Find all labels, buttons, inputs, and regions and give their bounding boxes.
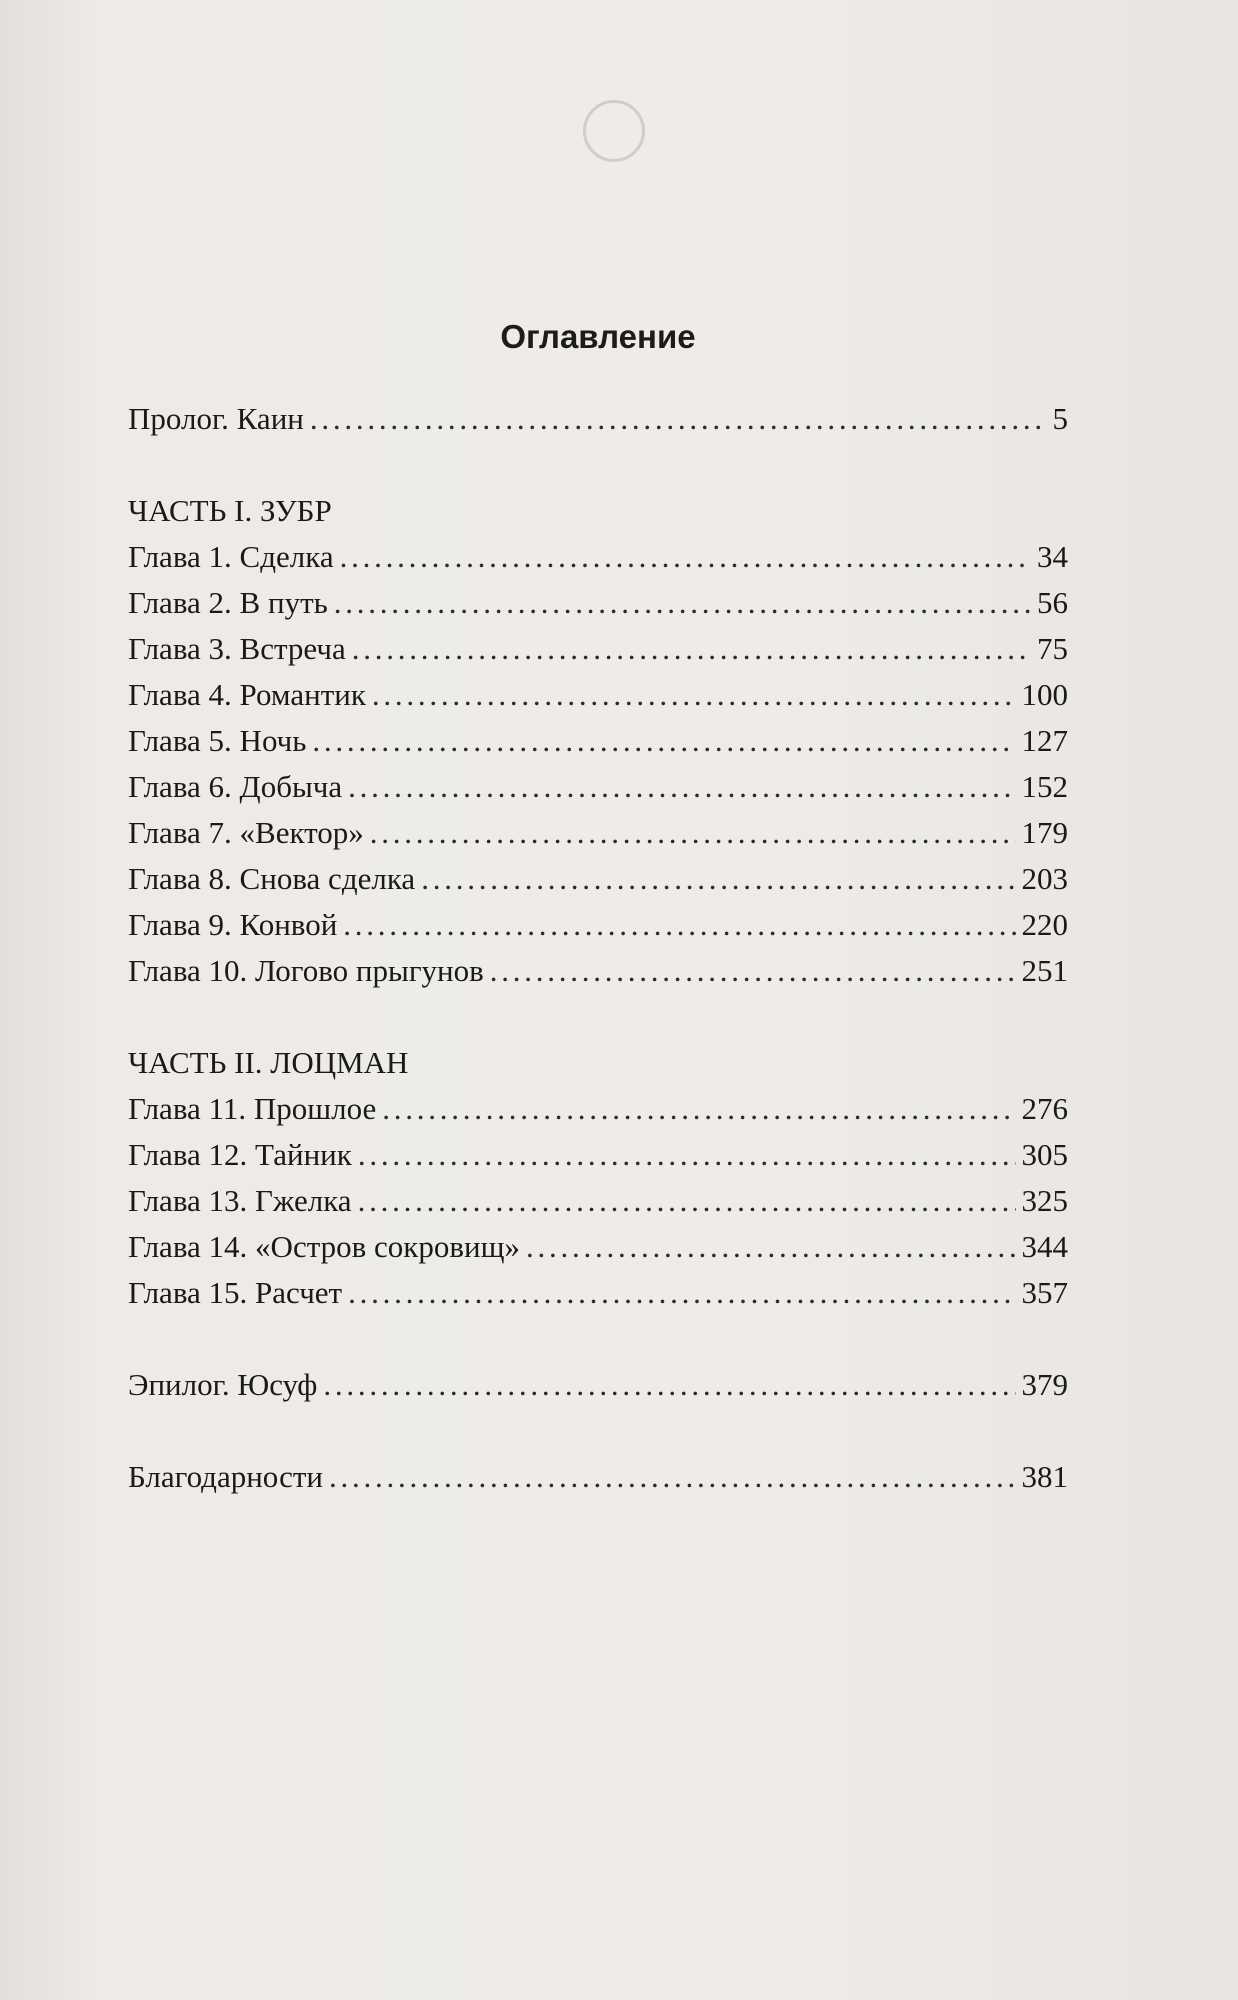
entry-label: Глава 2. В путь [128,585,328,620]
part-1-chapters [128,534,1068,994]
toc-entry[interactable] [128,672,1068,718]
entry-label: Глава 4. Романтик [128,677,366,712]
entry-page: 152 [1021,769,1068,804]
spacer [128,1408,1068,1454]
leader-dots [323,1362,1015,1408]
entry-page: 357 [1021,1275,1068,1310]
entry-page: 56 [1037,585,1068,620]
entry-label: Эпилог. Юсуф [128,1367,318,1402]
toc-entry[interactable] [128,810,1068,856]
entry-page: 325 [1021,1183,1068,1218]
toc-entry[interactable] [128,534,1068,580]
leader-dots [372,672,1016,718]
leader-dots [370,810,1016,856]
leader-dots [358,1178,1016,1224]
toc-title: Оглавление [500,318,696,355]
leader-dots [382,1086,1015,1132]
entry-page: 220 [1021,907,1068,942]
leader-dots [340,534,1031,580]
leader-dots [490,948,1016,994]
entry-page: 179 [1021,815,1068,850]
entry-label: Глава 1. Сделка [128,539,334,574]
entry-label: Глава 8. Снова сделка [128,861,416,896]
toc-entry[interactable] [128,1132,1068,1178]
toc-entry[interactable] [128,1178,1068,1224]
entry-page: 75 [1037,631,1068,666]
toc-entry[interactable] [128,948,1068,994]
part-2-chapters [128,1086,1068,1316]
part-title: ЧАСТЬ I. ЗУБР [128,493,332,528]
toc-entry[interactable] [128,718,1068,764]
entry-label: Глава 3. Встреча [128,631,346,666]
leader-dots [310,396,1047,442]
toc-entry[interactable] [128,856,1068,902]
entry-label: Глава 12. Тайник [128,1137,352,1172]
entry-label: Глава 13. Гжелка [128,1183,352,1218]
entry-label: Глава 11. Прошлое [128,1091,377,1126]
entry-page: 203 [1021,861,1068,896]
entry-label: Глава 5. Ночь [128,723,307,758]
leader-dots [312,718,1015,764]
leader-dots [343,902,1015,948]
entry-page: 251 [1021,953,1068,988]
entry-page: 379 [1021,1367,1068,1402]
spacer [128,1316,1068,1362]
toc-entry-epilogue[interactable] [128,1362,1068,1408]
toc-entry[interactable] [128,764,1068,810]
entry-page: 305 [1021,1137,1068,1172]
toc-entry[interactable] [128,902,1068,948]
leader-dots [334,580,1031,626]
toc-entry[interactable] [128,626,1068,672]
leader-dots [329,1454,1016,1500]
entry-page: 276 [1021,1091,1068,1126]
leader-dots [358,1132,1016,1178]
entry-page: 381 [1021,1459,1068,1494]
table-of-contents [128,318,1068,1500]
entry-label: Глава 15. Расчет [128,1275,343,1310]
bleed-through-emblem [583,100,645,162]
entry-label: Глава 6. Добыча [128,769,343,804]
toc-entry[interactable] [128,580,1068,626]
entry-label: Пролог. Каин [128,401,304,436]
entry-page: 100 [1021,677,1068,712]
leader-dots [421,856,1015,902]
entry-page: 127 [1021,723,1068,758]
entry-label: Глава 7. «Вектор» [128,815,364,850]
entry-label: Глава 9. Конвой [128,907,338,942]
toc-entry[interactable] [128,1086,1068,1132]
leader-dots [352,626,1031,672]
entry-page: 34 [1037,539,1068,574]
entry-label: Глава 10. Логово прыгунов [128,953,484,988]
part-title: ЧАСТЬ II. ЛОЦМАН [128,1045,409,1080]
leader-dots [348,764,1015,810]
entry-label: Глава 14. «Остров сокровищ» [128,1229,520,1264]
toc-entry-prologue[interactable] [128,396,1068,442]
toc-entry-acknowledgements[interactable] [128,1454,1068,1500]
entry-page: 5 [1052,401,1068,436]
toc-entry[interactable] [128,1270,1068,1316]
leader-dots [526,1224,1016,1270]
entry-page: 344 [1021,1229,1068,1264]
entry-label: Благодарности [128,1459,323,1494]
toc-entry[interactable] [128,1224,1068,1270]
leader-dots [348,1270,1015,1316]
